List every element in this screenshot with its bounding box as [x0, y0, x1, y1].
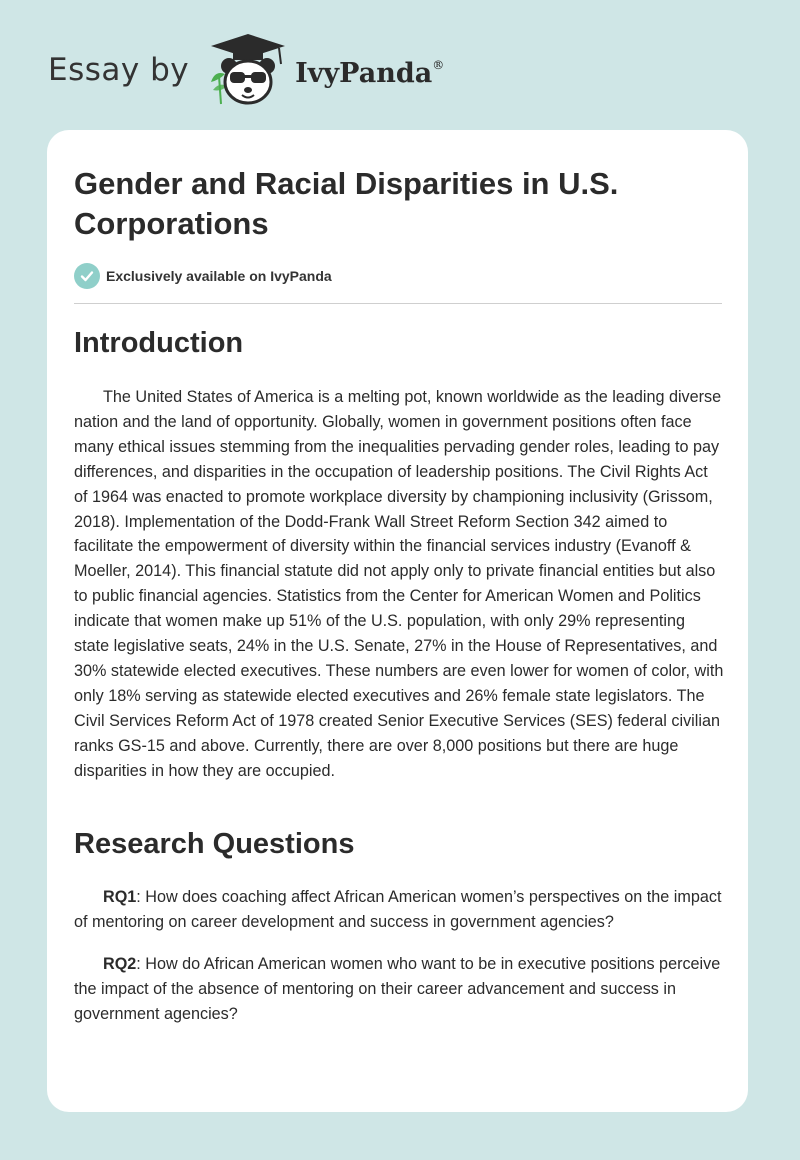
divider [74, 303, 722, 304]
brand-name[interactable]: IvyPanda® [295, 57, 445, 89]
rq2-text: : How do African American women who want to be in executive positions perceive the impact of the absence of mentoring on their career advancement and success in government agencies? [74, 955, 721, 1023]
research-question-2 [74, 952, 724, 1027]
essay-card [47, 130, 748, 1112]
introduction-heading: Introduction [74, 327, 244, 359]
site-header [48, 30, 752, 110]
rq2-label: RQ2 [103, 955, 137, 973]
research-questions-heading: Research Questions [74, 828, 355, 860]
exclusive-label: Exclusively available on IvyPanda [106, 268, 332, 284]
rq1-text: : How does coaching affect African American women’s perspectives on the impact of mentoring on career development and success in government agencies? [74, 888, 722, 931]
checkmark-icon [74, 263, 100, 289]
page-title: Gender and Racial Disparities in U.S. Corporations [74, 166, 619, 241]
research-question-1 [74, 885, 724, 935]
panda-logo-icon[interactable] [205, 30, 291, 110]
rq1-label: RQ1 [103, 888, 137, 906]
introduction-paragraph: The United States of America is a melting pot, known worldwide as the leading diverse nation and the land of opportunity. Globally, women in government positions often face many ethical issues stemming from the inequalities pervading gender roles, leading to pay differences, and disparities in the occupation of leadership positions. The Civil Rights Act of 1964 was enacted to promote workplace diversity by championing inclusivity (Grissom, 2018). Implementation of the Dodd-Frank Wall Street Reform Section 342 aimed to facilitate the empowerment of diversity within the financial services industry (Evanoff & Moeller, 2014). This financial statute did not apply only to private financial entities but also to public financial agencies. Statistics from the Center for American Women and Politics indicate that women make up 51% of the U.S. population, with only 29% representing state legislative seats, 24% in the U.S. Senate, 27% in the House of Representatives, and 30% statewide elected executives. These numbers are even lower for women of color, with only 18% serving as statewide elected executives and 26% female state legislators. The Civil Services Reform Act of 1978 created Senior Executive Services (SES) federal civilian ranks GS-15 and above. Currently, there are over 8,000 positions but there are huge disparities in how they are occupied. [74, 388, 724, 780]
exclusive-badge [74, 263, 332, 289]
essay-by-label: Essay by [48, 52, 190, 88]
